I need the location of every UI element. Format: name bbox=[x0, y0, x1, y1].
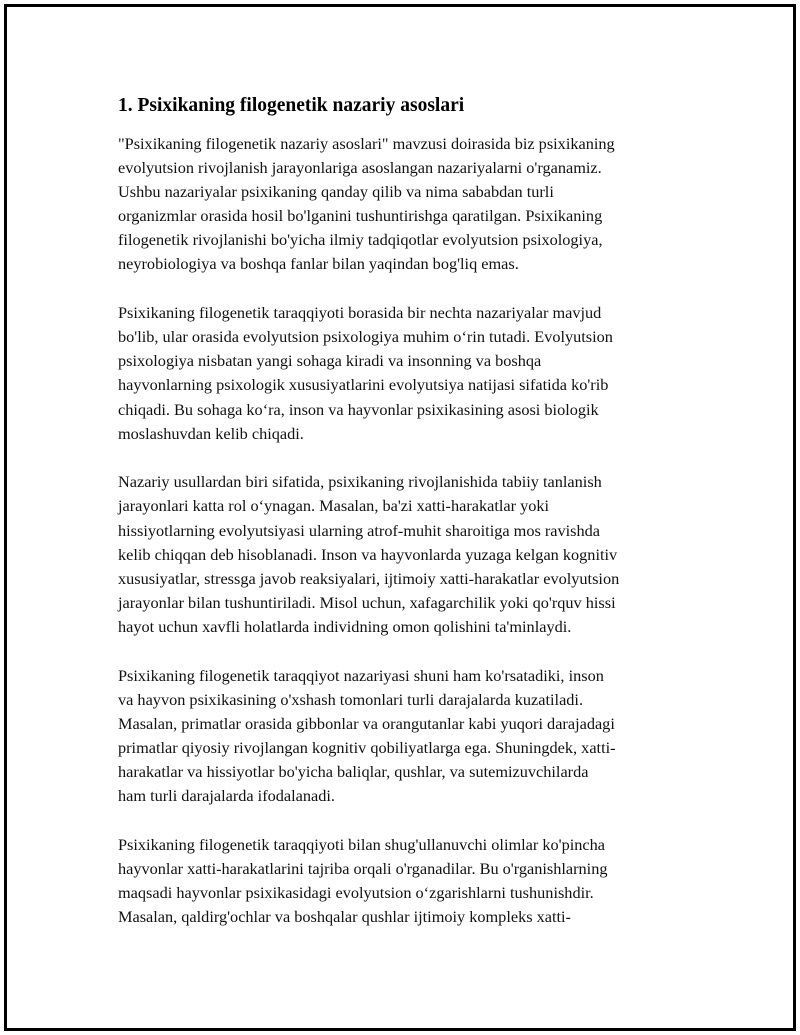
paragraph-line: "Psixikaning filogenetik nazariy asoslari" mavzusi doirasida biz psixikaning bbox=[118, 134, 615, 153]
paragraph-list bbox=[118, 132, 688, 929]
paragraph-line: organizmlar orasida hosil bo'lganini tushuntirishga qaratilgan. Psixikaning bbox=[118, 206, 603, 226]
paragraph-line: psixologiya nisbatan yangi sohaga kiradi va insonning va boshqa bbox=[118, 351, 542, 371]
paragraph-line: ham turli darajalarda ifodalanadi. bbox=[118, 786, 335, 806]
paragraph-line: jarayonlar bilan tushuntiriladi. Misol uchun, xafagarchilik yoki qo'rquv hissi bbox=[118, 592, 616, 612]
paragraph-line: chiqadi. Bu sohaga ko‘ra, inson va hayvonlar psixikasining asosi biologik bbox=[118, 399, 599, 419]
paragraph-line: Nazariy usullardan biri sifatida, psixikaning rivojlanishida tabiiy tanlanish bbox=[118, 472, 602, 492]
paragraph-line: bo'lib, ular orasida evolyutsion psixologiya muhim o‘rin tutadi. Evolyutsion bbox=[118, 327, 613, 347]
paragraph-line: kelib chiqqan deb hisoblanadi. Inson va hayvonlarda yuzaga kelgan kognitiv bbox=[118, 544, 618, 564]
paragraph-line: jarayonlari katta rol o‘ynagan. Masalan, ba'zi xatti-harakatlar yoki bbox=[118, 496, 550, 516]
paragraph-line: Psixikaning filogenetik taraqqiyot nazariyasi shuni ham ko'rsatadiki, inson bbox=[118, 665, 604, 685]
paragraph-line: Masalan, qaldirg'ochlar va boshqalar qushlar ijtimoiy kompleks xatti- bbox=[118, 907, 571, 926]
paragraph-line: neyrobiologiya va boshqa fanlar bilan yaqindan bog'liq emas. bbox=[118, 254, 519, 274]
paragraph-line: Masalan, primatlar orasida gibbonlar va orangutanlar kabi yuqori darajadagi bbox=[118, 713, 615, 733]
paragraph bbox=[118, 664, 688, 809]
paragraph-line: evolyutsion rivojlanish jarayonlariga asoslangan nazariyalarni o'rganamiz. bbox=[118, 158, 602, 178]
paragraph-line: primatlar qiyosiy rivojlangan kognitiv qobiliyatlarga ega. Shuningdek, xatti- bbox=[118, 737, 616, 757]
paragraph-line: harakatlar va hissiyotlar bo'yicha baliqlar, qushlar, va sutemizuvchilarda bbox=[118, 761, 589, 781]
paragraph-line: hissiyotlarning evolyutsiyasi ularning atrof-muhit sharoitiga mos ravishda bbox=[118, 520, 601, 540]
paragraph bbox=[118, 301, 688, 446]
paragraph bbox=[118, 470, 688, 639]
paragraph-line: hayvonlar xatti-harakatlarini tajriba orqali o'rganadilar. Bu o'rganishlarning bbox=[118, 858, 608, 878]
paragraph-line: va hayvon psixikasining o'xshash tomonlari turli darajalarda kuzatiladi. bbox=[118, 689, 584, 709]
document-body bbox=[118, 93, 688, 954]
paragraph-line: filogenetik rivojlanishi bo'yicha ilmiy tadqiqotlar evolyutsion psixologiya, bbox=[118, 230, 603, 250]
paragraph bbox=[118, 132, 688, 277]
paragraph-line: Psixikaning filogenetik taraqqiyoti bilan shug'ullanuvchi olimlar ko'pincha bbox=[118, 834, 605, 854]
paragraph bbox=[118, 833, 688, 929]
paragraph-line: hayvonlarning psixologik xususiyatlarini evolyutsiya natijasi sifatida ko'rib bbox=[118, 375, 609, 395]
paragraph-line: Psixikaning filogenetik taraqqiyoti borasida bir nechta nazariyalar mavjud bbox=[118, 303, 602, 323]
paragraph-line: xususiyatlar, stressga javob reaksiyalari, ijtimoiy xatti-harakatlar evolyutsion bbox=[118, 568, 620, 588]
paragraph-line: maqsadi hayvonlar psixikasidagi evolyutsion o‘zgarishlarni tushunishdir. bbox=[118, 882, 594, 902]
paragraph-line: moslashuvdan kelib chiqadi. bbox=[118, 423, 304, 443]
paragraph-line: Ushbu nazariyalar psixikaning qanday qilib va nima sababdan turli bbox=[118, 182, 554, 202]
section-heading: 1. Psixikaning filogenetik nazariy asoslari bbox=[118, 95, 465, 116]
paragraph-line: hayot uchun xavfli holatlarda individning omon qolishini ta'minlaydi. bbox=[118, 616, 572, 636]
